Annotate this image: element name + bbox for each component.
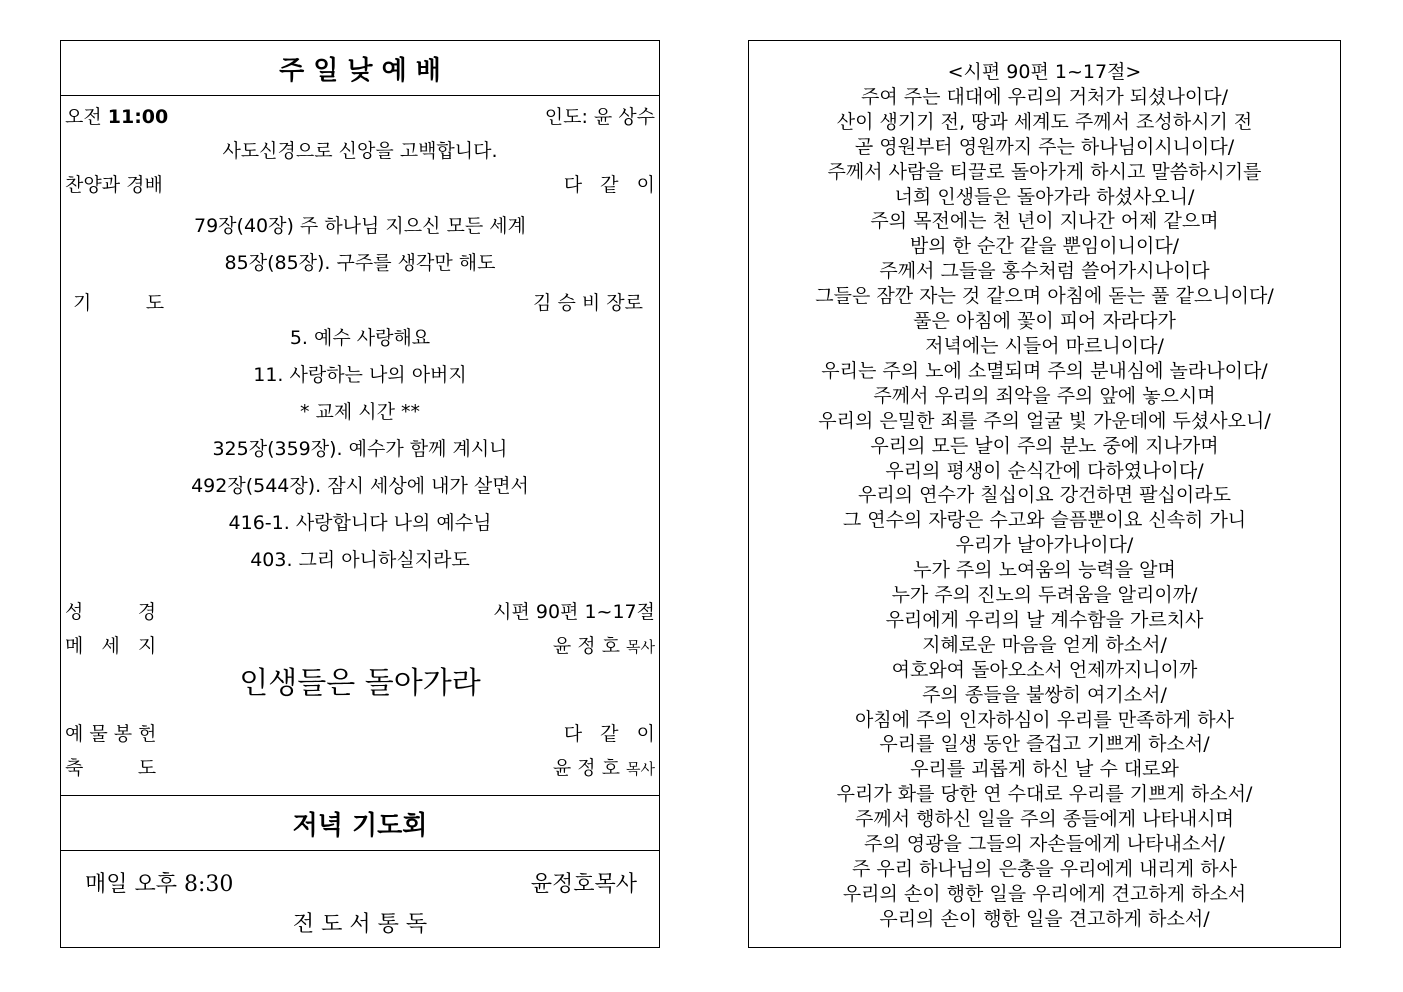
- psalm-line: 주께서 그들을 홍수처럼 쓸어가시나이다: [879, 260, 1210, 283]
- benediction-title: 목사: [626, 760, 655, 778]
- psalm-line: 곧 영원부터 영원까지 주는 하나님이시니이다/: [854, 135, 1235, 158]
- psalm-line: 누가 주의 노여움의 능력을 알며: [913, 559, 1176, 582]
- psalm-line: 풀은 아침에 꽃이 피어 자라다가: [913, 310, 1176, 333]
- song-line: 403. 그리 아니하실지라도: [250, 549, 470, 571]
- psalm-line: 주의 영광을 그들의 자손들에게 나타내소서/: [864, 833, 1225, 856]
- psalm-line: 산이 생기기 전, 땅과 세계도 주께서 조성하시기 전: [836, 110, 1253, 133]
- message-who: 윤 정 호: [552, 635, 627, 657]
- offering-row: [61, 713, 659, 747]
- psalm-line: 주 우리 하나님의 은총을 우리에게 내리게 하사: [852, 858, 1237, 880]
- psalm-line: 우리의 은밀한 죄를 주의 얼굴 빛 가운데에 두셨사오니/: [818, 409, 1271, 432]
- song-line: 5. 예수 사랑해요: [289, 327, 431, 349]
- creed-text: 사도신경으로 신앙을 고백합니다.: [222, 140, 498, 162]
- psalm-line: 주께서 행하신 일을 주의 종들에게 나타내시며: [855, 808, 1234, 831]
- sermon-title: 인생들은 돌아가라: [239, 666, 481, 701]
- psalm-line: 누가 주의 진노의 두려움을 알리이까/: [891, 584, 1198, 607]
- praise-row: [61, 164, 659, 198]
- song-line: 416-1. 사랑합니다 나의 예수님: [228, 512, 492, 534]
- psalm-line: 우리가 날아가나이다/: [955, 534, 1134, 557]
- service-title: 주 일 낮 예 배: [61, 41, 659, 96]
- psalm-line: 저녁에는 시들어 마르니이다/: [925, 334, 1164, 357]
- evening-reading: 전 도 서 통 독: [292, 912, 428, 937]
- scripture-ref: 시편 90편 1~17절: [493, 601, 655, 623]
- time-row: [61, 96, 659, 130]
- psalm-panel: [748, 40, 1341, 948]
- worship-order-panel: [60, 40, 660, 948]
- psalm-line: 지혜로운 마음을 얻게 하소서/: [922, 633, 1167, 656]
- psalm-line: 그 연수의 자랑은 수고와 슬픔뿐이요 신속히 가니: [842, 509, 1247, 532]
- evening-info: [61, 851, 659, 947]
- psalm-line: 우리의 연수가 칠십이요 강건하면 팔십이라도: [858, 484, 1231, 507]
- psalm-line: 우리는 주의 노에 소멸되며 주의 분내심에 놀라나이다/: [821, 359, 1268, 382]
- message-title: 목사: [626, 638, 655, 656]
- song-line: 492장(544장). 잠시 세상에 내가 살면서: [191, 475, 529, 497]
- psalm-line: 주께서 우리의 죄악을 주의 앞에 놓으시며: [873, 384, 1216, 407]
- psalm-line: 우리의 평생이 순식간에 다하였나이다/: [885, 459, 1204, 482]
- song-line: 325장(359장). 예수가 함께 계시니: [212, 438, 508, 460]
- hymn-line: 79장(40장) 주 하나님 지으신 모든 세계: [194, 215, 526, 237]
- psalm-line: 우리가 화를 당한 연 수대로 우리를 기쁘게 하소서/: [836, 783, 1253, 806]
- psalm-line: 우리의 손이 행한 일을 견고하게 하소서/: [879, 907, 1210, 930]
- psalm-line: 우리의 모든 날이 주의 분노 중에 지나가며: [870, 434, 1219, 457]
- benediction-who: 윤 정 호: [552, 757, 627, 779]
- praise-who: 다 같 이: [563, 174, 655, 196]
- time-label: 오전: [65, 106, 108, 128]
- psalm-line: 주께서 사람을 티끌로 돌아가게 하시고 말씀하시기를: [827, 160, 1262, 183]
- offering-label: 예 물 봉 헌: [65, 723, 157, 745]
- psalm-line: 여호와여 돌아오소서 언제까지니이까: [891, 658, 1198, 681]
- psalm-line: 주의 목전에는 천 년이 지나간 어제 같으며: [870, 210, 1219, 233]
- prayer-who: 김 승 비 장로: [533, 292, 643, 314]
- scripture-label: 성 경: [65, 601, 157, 623]
- benediction-row: [61, 747, 659, 781]
- time-value: 11:00: [107, 106, 169, 128]
- evening-pastor: 윤정호목사: [530, 872, 637, 897]
- psalm-line: 주의 종들을 불쌍히 여기소서/: [922, 683, 1167, 706]
- psalm-text: [749, 41, 1340, 932]
- fellowship-line: * 교제 시간 **: [299, 401, 421, 423]
- evening-title: 저녁 기도회: [61, 795, 659, 851]
- prayer-label: 기 도: [73, 292, 165, 314]
- psalm-line: 우리에게 우리의 날 계수함을 가르치사: [885, 608, 1204, 631]
- psalm-line: 너희 인생들은 돌아가라 하셨사오니/: [894, 185, 1195, 208]
- hymn-line: 85장(85장). 구주를 생각만 해도: [224, 252, 496, 274]
- creed-row: [61, 130, 659, 164]
- message-label: 메 세 지: [65, 635, 157, 657]
- scripture-row: [61, 591, 659, 625]
- message-row: [61, 625, 659, 659]
- psalm-line: 밤의 한 순간 같을 뿐임이니이다/: [909, 235, 1180, 258]
- psalm-heading: <시편 90편 1~17절>: [947, 61, 1142, 83]
- praise-label: 찬양과 경배: [65, 174, 163, 196]
- psalm-line: 우리를 일생 동안 즐겁고 기쁘게 하소서/: [879, 733, 1210, 756]
- psalm-line: 아침에 주의 인자하심이 우리를 만족하게 하사: [855, 708, 1234, 731]
- song-line: 11. 사랑하는 나의 아버지: [253, 364, 467, 386]
- offering-who: 다 같 이: [563, 723, 655, 745]
- psalm-line: 우리의 손이 행한 일을 우리에게 견고하게 하소서: [842, 882, 1247, 905]
- prayer-row: [61, 282, 659, 316]
- leader-text: 인도: 윤 상수: [544, 106, 655, 128]
- evening-time: 매일 오후 8:30: [85, 872, 234, 897]
- psalm-line: 주여 주는 대대에 우리의 거처가 되셨나이다/: [861, 85, 1228, 108]
- psalm-line: 우리를 괴롭게 하신 날 수 대로와: [910, 758, 1179, 781]
- benediction-label: 축 도: [65, 757, 157, 779]
- psalm-line: 그들은 잠깐 자는 것 같으며 아침에 돋는 풀 같으니이다/: [815, 285, 1274, 308]
